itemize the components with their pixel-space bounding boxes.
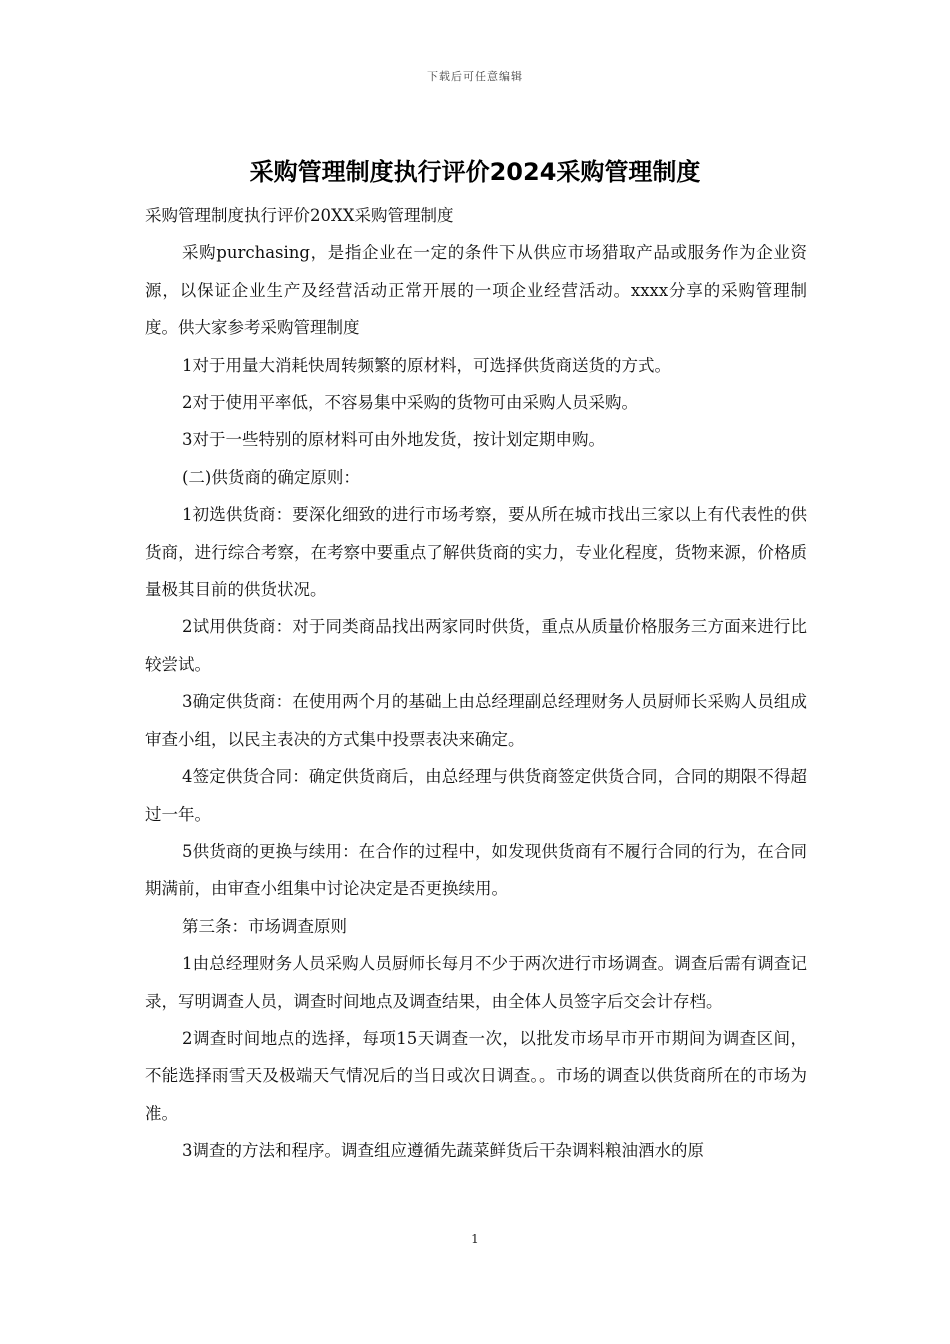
paragraph: 1初选供货商：要深化细致的进行市场考察，要从所在城市找出三家以上有代表性的供货商，进行综合考察，在考察中要重点了解供货商的实力，专业化程度，货物来源，价格质量极其目前的供货状况。 — [145, 505, 807, 600]
document-title: 采购管理制度执行评价2024采购管理制度 — [249, 158, 701, 186]
paragraph: 3确定供货商：在使用两个月的基础上由总经理副总经理财务人员厨师长采购人员组成审查小组，以民主表决的方式集中投票表决来确定。 — [145, 692, 807, 749]
paragraph: 3对于一些特别的原材料可由外地发货，按计划定期申购。 — [182, 430, 605, 450]
paragraph: 5供货商的更换与续用：在合作的过程中，如发现供货商有不履行合同的行为，在合同期满前，由审查小组集中讨论决定是否更换续用。 — [145, 841, 807, 899]
page-number: 1 — [471, 1232, 479, 1246]
section-heading: (二)供货商的确定原则： — [182, 467, 360, 487]
paragraph: 2调查时间地点的选择，每项15天调查一次，以批发市场早市开市期间为调查区间，不能选择雨雪天及极端天气情况后的当日或次日调查。。市场的调查以供货商所在的市场为准。 — [145, 1028, 807, 1123]
paragraph: 2对于使用平率低，不容易集中采购的货物可由采购人员采购。 — [182, 393, 638, 413]
section-heading: 第三条：市场调查原则 — [182, 916, 347, 936]
paragraph: 1由总经理财务人员采购人员厨师长每月不少于两次进行市场调查。调查后需有调查记录，写明调查人员，调查时间地点及调查结果，由全体人员签字后交会计存档。 — [145, 954, 807, 1011]
paragraph: 采购purchasing，是指企业在一定的条件下从供应市场猎取产品或服务作为企业资源，以保证企业生产及经营活动正常开展的一项企业经营活动。xxxx分享的采购管理制度。供大家参考采购管理制度 — [145, 243, 807, 338]
paragraph: 3调查的方法和程序。调查组应遵循先蔬菜鲜货后干杂调料粮油酒水的原 — [182, 1141, 704, 1161]
paragraph: 2试用供货商：对于同类商品找出两家同时供货，重点从质量价格服务三方面来进行比较尝试。 — [145, 617, 807, 674]
paragraph: 1对于用量大消耗快周转频繁的原材料，可选择供货商送货的方式。 — [182, 355, 671, 375]
document-body — [145, 197, 807, 1170]
header-note: 下载后可任意编辑 — [427, 70, 523, 83]
paragraph: 采购管理制度执行评价20XX采购管理制度 — [145, 206, 454, 225]
paragraph: 4签定供货合同：确定供货商后，由总经理与供货商签定供货合同，合同的期限不得超过一年。 — [145, 767, 807, 824]
